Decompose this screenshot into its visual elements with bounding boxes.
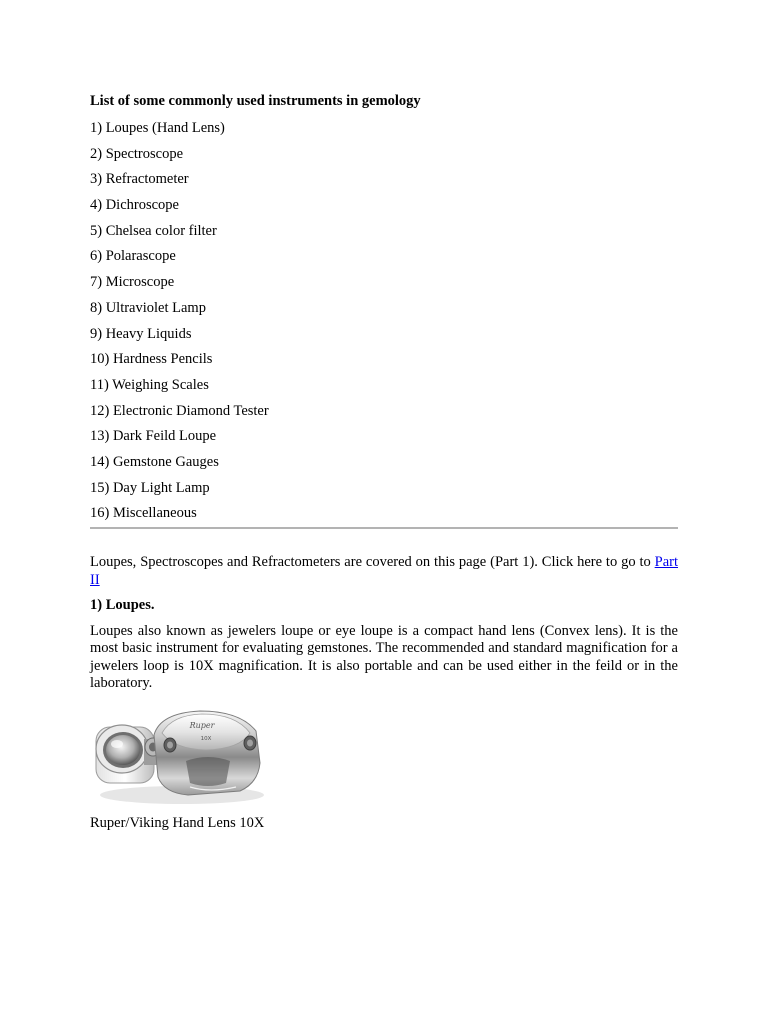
list-item: 5) Chelsea color filter <box>90 222 217 239</box>
intro-paragraph <box>90 553 678 589</box>
hand-lens-drawing <box>90 703 268 808</box>
list-item: 11) Weighing Scales <box>90 376 209 393</box>
list-item: 1) Loupes (Hand Lens) <box>90 120 225 136</box>
hand-lens-image <box>90 703 268 808</box>
section-body-loupes: Loupes also known as jewelers loupe or eye loupe is a compact hand lens (Convex lens). It is the most basic instrument for evaluating gemstones. The recommended and standard magnification for a jewelers loop is 10X magnification. It is also portable and can be used either in the feild or in the laboratory. <box>90 623 678 691</box>
list-heading: List of some commonly used instruments in gemology <box>90 93 421 109</box>
list-item: 7) Microscope <box>90 274 175 291</box>
list-item: 6) Polarascope <box>90 248 176 265</box>
engraving-magnification-text: 10X <box>200 736 212 742</box>
list-item: 16) Miscellaneous <box>90 505 197 522</box>
section-heading-loupes: 1) Loupes. <box>90 597 155 613</box>
list-item: 12) Electronic Diamond Tester <box>90 402 269 419</box>
list-item: 10) Hardness Pencils <box>90 351 213 368</box>
list-item: 2) Spectroscope <box>90 145 184 162</box>
engraving-brand-text: Ruper <box>189 721 215 730</box>
list-item: 3) Refractometer <box>90 171 189 188</box>
list-item: 4) Dichroscope <box>90 197 179 214</box>
list-item: 14) Gemstone Gauges <box>90 453 219 470</box>
intro-text: Loupes, Spectroscopes and Refractometers are covered on this page (Part 1). Click here to go to <box>90 554 655 570</box>
list-item: 13) Dark Feild Loupe <box>90 428 217 445</box>
horizontal-divider <box>90 527 678 529</box>
list-item: 15) Day Light Lamp <box>90 479 210 496</box>
image-caption: Ruper/Viking Hand Lens 10X <box>90 815 265 831</box>
part-ii-link[interactable]: Part II <box>90 554 678 588</box>
list-item: 8) Ultraviolet Lamp <box>90 299 206 316</box>
list-item: 9) Heavy Liquids <box>90 325 192 342</box>
instrument-list <box>90 118 269 529</box>
